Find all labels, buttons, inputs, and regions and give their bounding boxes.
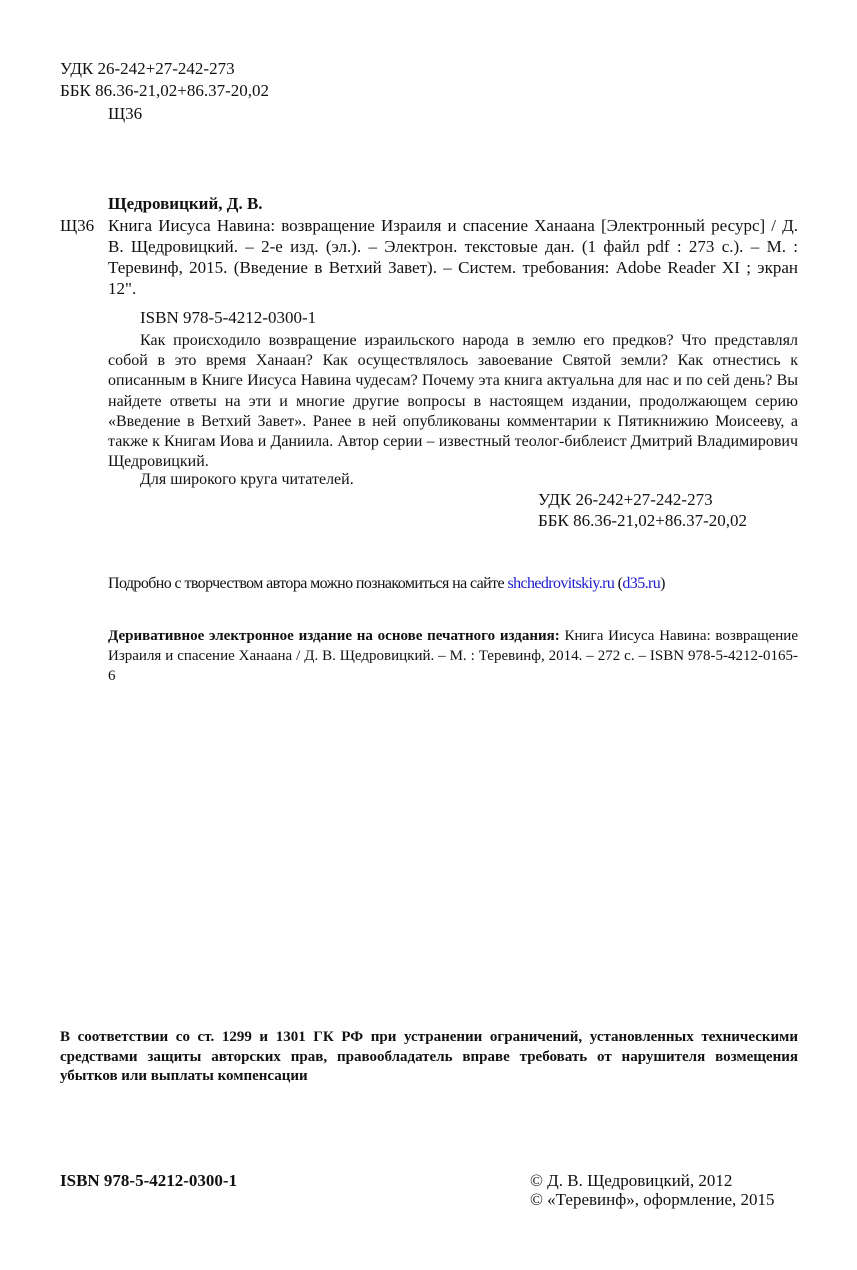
derivative-block (108, 626, 798, 686)
catalog-author: Щедровицкий, Д. В. (108, 194, 263, 213)
footer-copyright-design: © «Теревинф», оформление, 2015 (530, 1190, 775, 1209)
footer-isbn: ISBN 978-5-4212-0300-1 (60, 1171, 238, 1190)
catalog-bbk: ББК 86.36-21,02+86.37-20,02 (538, 511, 748, 530)
catalog-mark: Щ36 (60, 216, 95, 235)
header-author-mark: Щ36 (108, 104, 143, 123)
website-open-paren: ( (614, 575, 623, 592)
catalog-description: Книга Иисуса Навина: возвращение Израиля и спасение Ханаана [Электронный ресурс] / Д. В. Щедровицкий. – 2-е изд. (эл.). – Электрон. текстовые дан. (1 файл pdf : 273 с.). – М. : Теревинф, 2015. (Введение в Ветхий Завет). – Систем. требования: Adobe Reader XI ; экран 12". (108, 216, 798, 298)
derivative-label: Деривативное электронное издание на основе печатного издания: (108, 628, 560, 644)
legal-notice: В соответствии со ст. 1299 и 1301 ГК РФ при устранении ограничений, установленных техническими средствами защиты авторских прав, правообладатель вправе требовать от нарушителя возмещения убытков или выплаты компенсации (60, 1029, 798, 1084)
website-text: Подробно с творчеством автора можно познакомиться на сайте (108, 575, 508, 592)
catalog-audience: Для широкого круга читателей. (140, 471, 354, 488)
website-link-d35[interactable]: d35.ru (622, 575, 661, 592)
website-close-paren: ) (660, 575, 665, 592)
catalog-udk: УДК 26-242+27-242-273 (538, 490, 713, 509)
header-udk: УДК 26-242+27-242-273 (60, 59, 235, 78)
header-bbk: ББК 86.36-21,02+86.37-20,02 (60, 81, 270, 100)
website-line (108, 573, 665, 594)
catalog-isbn: ISBN 978-5-4212-0300-1 (140, 308, 317, 327)
website-link-shchedrovitskiy[interactable]: shchedrovitskiy.ru (507, 575, 615, 592)
catalog-annotation: Как происходило возвращение израильского народа в землю его предков? Что представлял собой в это время Ханаан? Как осуществлялось завоевание Святой земли? Как отнестись к описанным в Книге Иисуса Навина чудесам? Почему эта книга актуальна для нас и по сей день? Вы найдете ответы на эти и многие другие вопросы в настоящем издании, продолжающем серию «Введение в Ветхий Завет». Ранее в ней опубликованы комментарии к Пятикнижию Моисееву, а также к Книгам Иова и Даниила. Автор серии – известный теолог-библеист Дмитрий Владимирович Щедровицкий. (108, 332, 798, 471)
derivative-text: Книга Иисуса Навина: возвращение Израиля и спасение Ханаана / Д. В. Щедровицкий. – М. : Теревинф, 2014. – 272 с. – ISBN 978-5-4212-0165-6 (108, 628, 798, 684)
footer-copyright-author: © Д. В. Щедровицкий, 2012 (530, 1171, 733, 1190)
